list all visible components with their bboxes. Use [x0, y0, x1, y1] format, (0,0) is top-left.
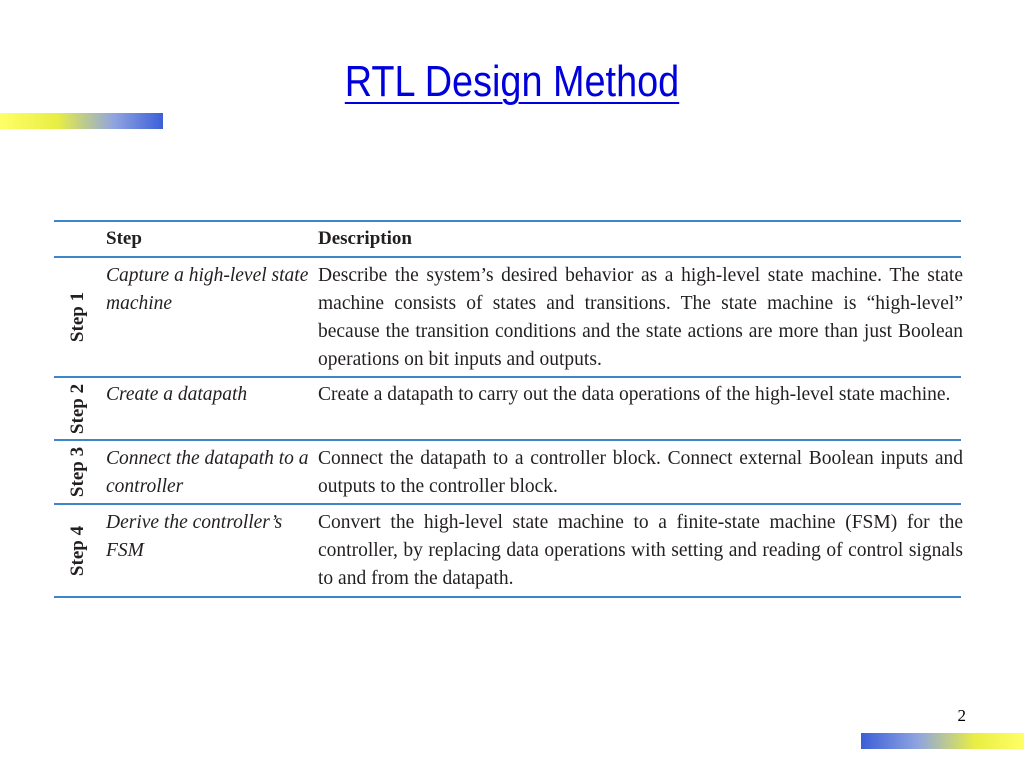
table-row-step-4-name: Derive the controller’s FSM	[106, 512, 283, 561]
header-description: Description	[318, 228, 412, 249]
table-row-step-1-name: Capture a high-level state machine	[106, 265, 309, 314]
row-label-step-2: Step 2	[67, 383, 88, 435]
table-top-rule	[54, 220, 961, 222]
table-row-step-2-description: Create a datapath to carry out the data operations of the high-level state machine.	[318, 384, 951, 405]
row-label-step-4: Step 4	[67, 525, 88, 577]
row-rule-3	[54, 503, 961, 505]
row-label-step-1: Step 1	[67, 291, 88, 343]
row-rule-1	[54, 376, 961, 378]
slide-title: RTL Design Method	[344, 57, 680, 106]
decorative-bar-bottom	[861, 733, 1024, 749]
table-row-step-4-description: Convert the high-level state machine to a finite-state machine (FSM) for the controller, by replacing data operations with setting and reading of control signals to and from the datapath.	[318, 512, 963, 589]
row-label-step-3: Step 3	[67, 446, 88, 498]
decorative-bar-top	[0, 113, 163, 129]
page-number: 2	[957, 706, 966, 725]
table-bottom-rule	[54, 596, 961, 598]
table-row-step-1-description: Describe the system’s desired behavior as a high-level state machine. The state machine consists of states and transitions. The state machine is “high-level” because the transition conditions and the state actions are more than just Boolean operations on bit inputs and outputs.	[318, 265, 963, 370]
table-row-step-3-description: Connect the datapath to a controller block. Connect external Boolean inputs and outputs to the controller block.	[318, 448, 963, 497]
header-step: Step	[106, 228, 142, 249]
table-row-step-2-name: Create a datapath	[106, 384, 248, 405]
row-rule-2	[54, 439, 961, 441]
table-row-step-3-name: Connect the datapath to a controller	[106, 448, 309, 497]
header-rule	[54, 256, 961, 258]
